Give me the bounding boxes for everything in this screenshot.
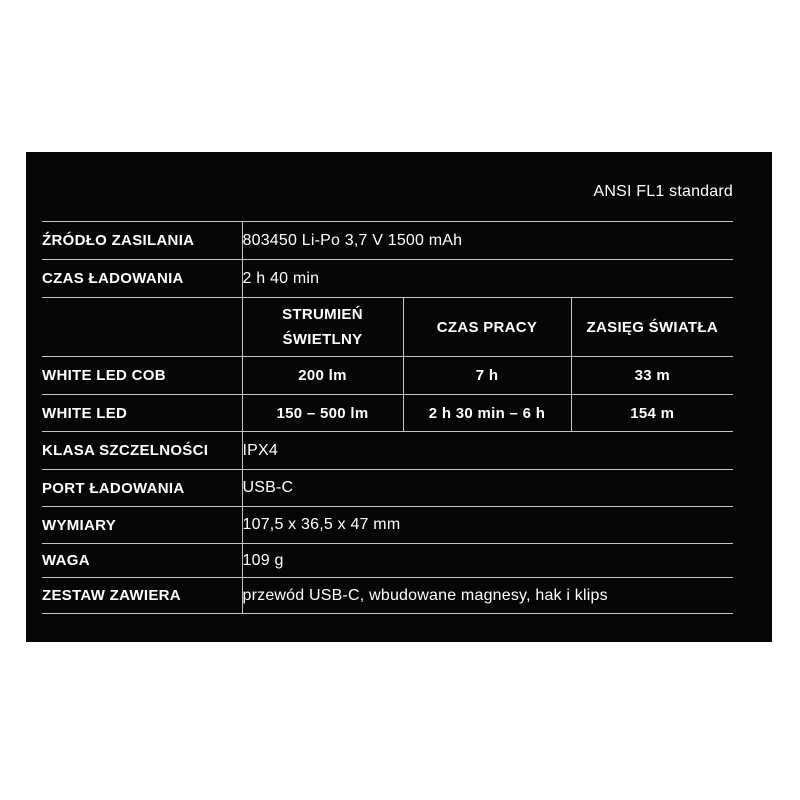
row-value: 109 g [242,544,733,578]
column-header-lumen: STRUMIEŃ ŚWIETLNY [242,298,403,357]
row-label: WYMIARY [42,507,242,544]
table-row-weight [42,544,733,578]
row-value: przewód USB-C, wbudowane magnesy, hak i klips [242,578,733,614]
table-row-power-source [42,222,733,260]
table-row-kit-contents [42,578,733,614]
row-value: IPX4 [242,432,733,470]
row-label: KLASA SZCZELNOŚCI [42,432,242,470]
spec-panel [26,152,772,642]
column-header-runtime: CZAS PRACY [403,298,571,357]
table-row-ip-rating [42,432,733,470]
row-label: CZAS ŁADOWANIA [42,260,242,298]
cell-range: 154 m [571,395,733,432]
table-row-dimensions [42,507,733,544]
matrix-empty-cell [42,298,242,357]
table-row-charging-port [42,470,733,507]
row-value: 803450 Li-Po 3,7 V 1500 mAh [242,222,733,260]
row-label: ŹRÓDŁO ZASILANIA [42,222,242,260]
table-row-white-led [42,395,733,432]
row-label: WAGA [42,544,242,578]
column-header-range: ZASIĘG ŚWIATŁA [571,298,733,357]
table-row-charging-time [42,260,733,298]
row-label: WHITE LED [42,395,242,432]
row-label: PORT ŁADOWANIA [42,470,242,507]
table-row-white-led-cob [42,357,733,395]
table-header-row [42,298,733,357]
cell-lumen: 200 lm [242,357,403,395]
row-label: WHITE LED COB [42,357,242,395]
cell-runtime: 7 h [403,357,571,395]
spec-table [42,221,733,614]
row-label: ZESTAW ZAWIERA [42,578,242,614]
row-value: USB-C [242,470,733,507]
row-value: 107,5 x 36,5 x 47 mm [242,507,733,544]
cell-lumen: 150 – 500 lm [242,395,403,432]
cell-range: 33 m [571,357,733,395]
row-value: 2 h 40 min [242,260,733,298]
ansi-standard-note: ANSI FL1 standard [593,183,733,200]
cell-runtime: 2 h 30 min – 6 h [403,395,571,432]
